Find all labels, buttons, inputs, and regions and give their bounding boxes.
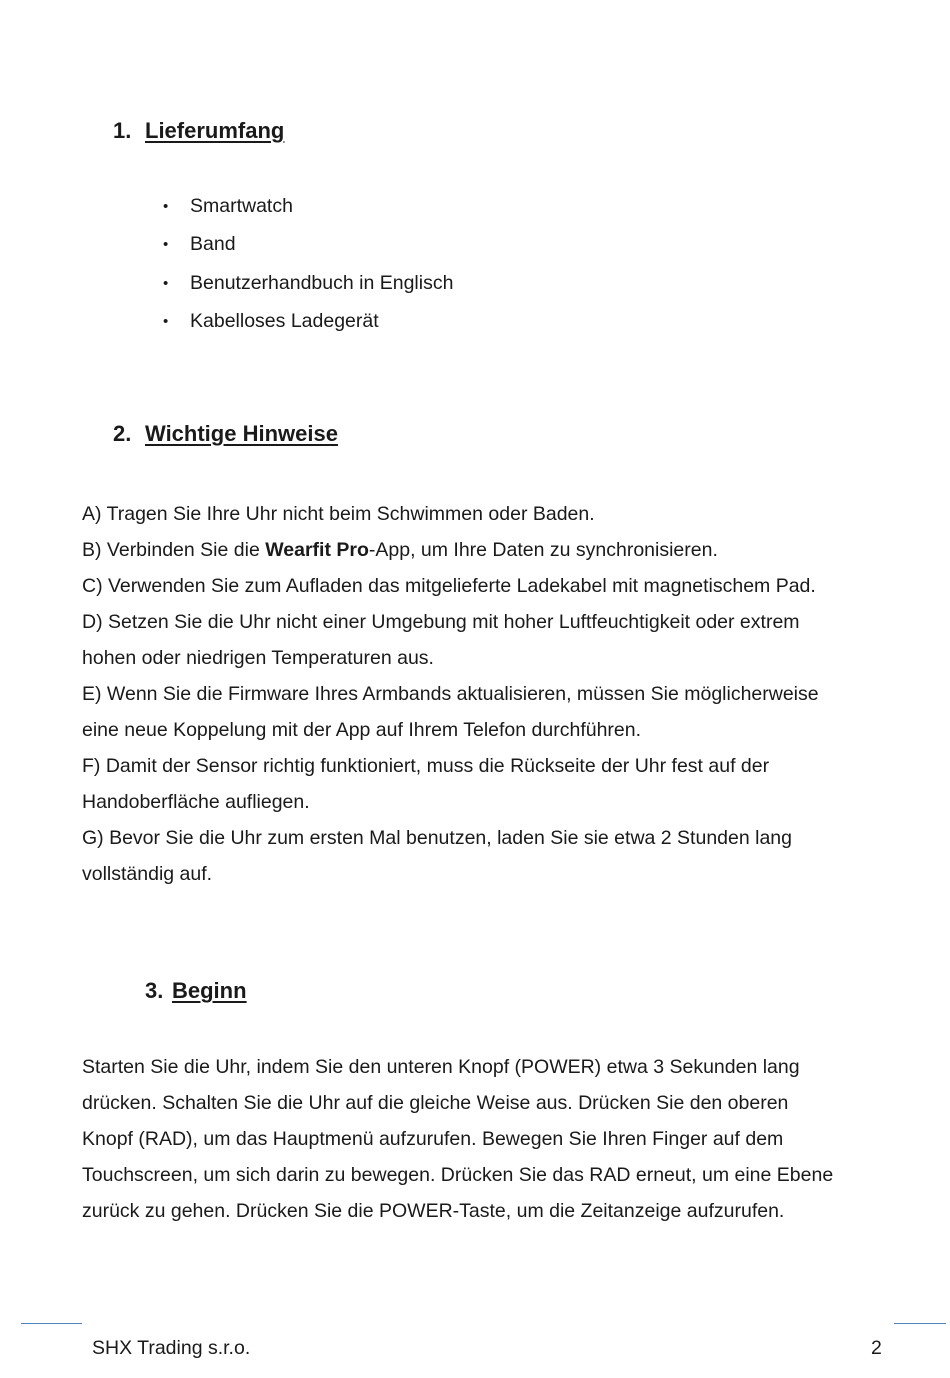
page-number: 2 xyxy=(871,1337,882,1359)
list-item-label: Benutzerhandbuch in Englisch xyxy=(190,271,454,294)
note-line: G) Bevor Sie die Uhr zum ersten Mal benutzen, laden Sie sie etwa 2 Stunden lang xyxy=(82,827,792,849)
beginn-paragraph xyxy=(82,1049,888,1229)
note-a xyxy=(82,496,882,532)
paragraph-line: drücken. Schalten Sie die Uhr auf die gleiche Weise aus. Drücken Sie den oberen xyxy=(82,1092,789,1114)
section-heading-lieferumfang xyxy=(113,118,284,144)
note-line: C) Verwenden Sie zum Aufladen das mitgelieferte Ladekabel mit magnetischem Pad. xyxy=(82,575,816,597)
bullet-icon: • xyxy=(163,198,169,215)
bullet-icon: • xyxy=(163,274,169,292)
contents-list xyxy=(163,190,453,343)
note-e xyxy=(82,676,882,748)
paragraph-line: zurück zu gehen. Drücken Sie die POWER-Taste, um die Zeitanzeige aufzurufen. xyxy=(82,1200,785,1222)
paragraph-line: Knopf (RAD), um das Hauptmenü aufzurufen. Bewegen Sie Ihren Finger auf dem xyxy=(82,1128,784,1150)
section-number: 1. xyxy=(113,118,132,143)
note-d xyxy=(82,604,882,676)
note-line: E) Wenn Sie die Firmware Ihres Armbands aktualisieren, müssen Sie möglicherweise xyxy=(82,683,819,705)
note-line: F) Damit der Sensor richtig funktioniert, muss die Rückseite der Uhr fest auf der xyxy=(82,755,770,777)
bullet-icon: • xyxy=(163,312,169,330)
list-item xyxy=(163,228,453,266)
paragraph-line: Starten Sie die Uhr, indem Sie den unteren Knopf (POWER) etwa 3 Sekunden lang xyxy=(82,1056,800,1078)
section-title: Lieferumfang xyxy=(145,118,285,143)
notes-list xyxy=(82,496,882,892)
note-f xyxy=(82,748,882,820)
note-line: Handoberfläche aufliegen. xyxy=(82,791,310,813)
section-title: Wichtige Hinweise xyxy=(145,421,338,446)
note-c xyxy=(82,568,882,604)
list-item xyxy=(163,267,453,305)
bullet-icon: • xyxy=(163,236,169,254)
footer-company: SHX Trading s.r.o. xyxy=(92,1337,251,1359)
note-text: B) Verbinden Sie die xyxy=(82,539,266,561)
app-name: Wearfit Pro xyxy=(265,539,369,561)
list-item-label: Kabelloses Ladegerät xyxy=(190,309,379,332)
section-title: Beginn xyxy=(172,978,247,1003)
note-line: D) Setzen Sie die Uhr nicht einer Umgebung mit hoher Luftfeuchtigkeit oder extrem xyxy=(82,611,800,633)
note-text: -App, um Ihre Daten zu synchronisieren. xyxy=(368,539,718,561)
footer-rule-right xyxy=(894,1323,946,1324)
note-line: hohen oder niedrigen Temperaturen aus. xyxy=(82,647,434,669)
footer-rule-left xyxy=(21,1323,82,1324)
section-number: 3. xyxy=(145,978,164,1003)
note-g xyxy=(82,820,882,892)
section-heading-hinweise xyxy=(113,421,338,447)
list-item-label: Band xyxy=(190,233,236,256)
list-item xyxy=(163,305,453,343)
section-number: 2. xyxy=(113,421,132,446)
note-b xyxy=(82,532,882,568)
list-item xyxy=(163,190,453,228)
list-item-label: Smartwatch xyxy=(190,195,293,217)
note-line: eine neue Koppelung mit der App auf Ihrem Telefon durchführen. xyxy=(82,719,642,741)
note-line xyxy=(82,532,882,568)
section-heading-beginn xyxy=(145,978,247,1004)
paragraph-line: Touchscreen, um sich darin zu bewegen. Drücken Sie das RAD erneut, um eine Ebene xyxy=(82,1164,834,1186)
note-line: A) Tragen Sie Ihre Uhr nicht beim Schwimmen oder Baden. xyxy=(82,503,595,525)
note-line: vollständig auf. xyxy=(82,863,213,885)
